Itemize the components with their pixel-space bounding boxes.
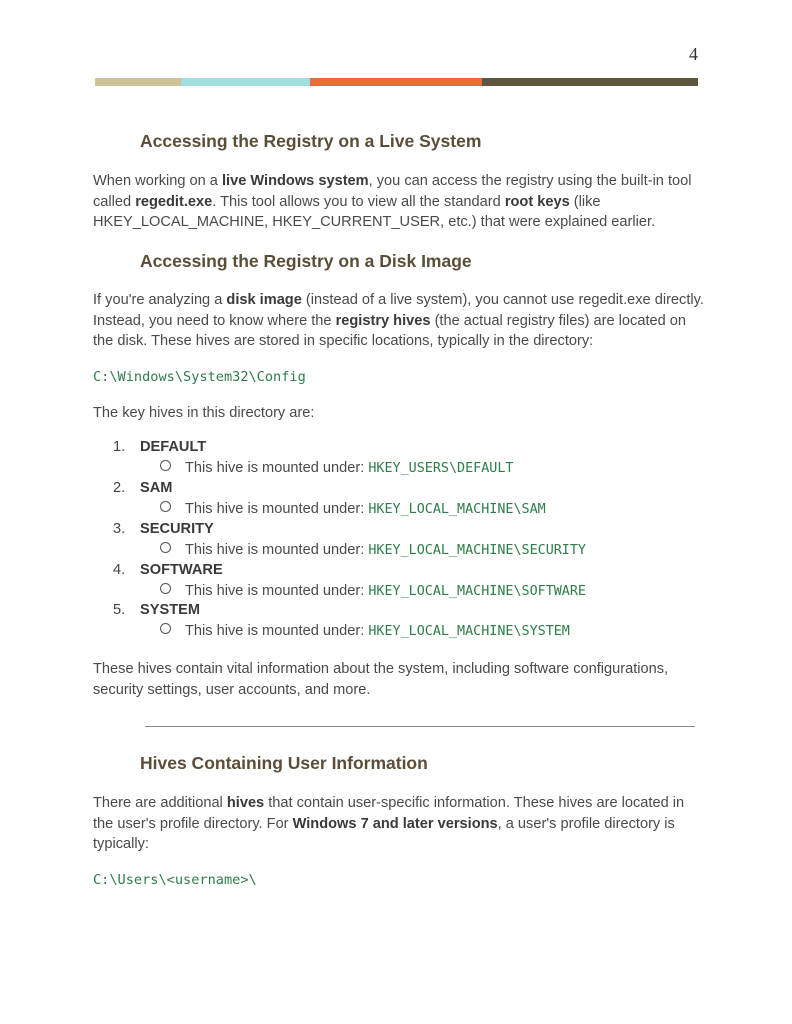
hollow-bullet-icon bbox=[160, 623, 171, 634]
hive-number: 4. bbox=[113, 562, 126, 578]
hollow-bullet-icon bbox=[160, 460, 171, 471]
bold-registry-hives: registry hives bbox=[335, 312, 431, 329]
hives-intro: The key hives in this directory are: bbox=[93, 405, 315, 421]
hive-mount-sam: This hive is mounted under: HKEY_LOCAL_MACHINE\SAM bbox=[160, 501, 546, 517]
heading-disk-image: Accessing the Registry on a Disk Image bbox=[140, 251, 472, 271]
hive-mount-software: This hive is mounted under: HKEY_LOCAL_MACHINE\SOFTWARE bbox=[160, 583, 586, 599]
mount-path: HKEY_LOCAL_MACHINE\SAM bbox=[368, 502, 546, 517]
heading-user-information: Hives Containing User Information bbox=[140, 753, 428, 773]
hive-name-sam: SAM bbox=[140, 480, 173, 496]
mount-path: HKEY_LOCAL_MACHINE\SECURITY bbox=[368, 543, 586, 558]
user-profile-path: C:\Users\<username>\ bbox=[93, 872, 257, 888]
mount-path: HKEY_USERS\DEFAULT bbox=[368, 461, 514, 476]
header-bar-segment-2 bbox=[181, 78, 310, 86]
paragraph-disk-image: If you're analyzing a disk image (instead of a live system), you cannot use regedit.exe directly. Instead, you need to know where the registry hives (the actual registry files) are located on the disk. These hives are stored in specific locations, typically in the directory: bbox=[93, 292, 704, 349]
bold-windows-7: Windows 7 and later versions bbox=[292, 815, 498, 832]
bold-hives: hives bbox=[226, 795, 265, 811]
header-bar-segment-3 bbox=[310, 78, 482, 86]
hives-closing: These hives contain vital information about the system, including software configurations, security settings, user accounts, and more. bbox=[93, 661, 669, 698]
hive-name-security: SECURITY bbox=[140, 521, 214, 537]
hive-number: 3. bbox=[113, 521, 126, 537]
header-bar-segment-1 bbox=[95, 78, 181, 86]
heading-live-system: Accessing the Registry on a Live System bbox=[140, 131, 482, 151]
hive-mount-security: This hive is mounted under: HKEY_LOCAL_MACHINE\SECURITY bbox=[160, 542, 586, 558]
horizontal-divider bbox=[145, 726, 695, 727]
hive-mount-system: This hive is mounted under: HKEY_LOCAL_MACHINE\SYSTEM bbox=[160, 623, 570, 639]
hive-mount-default: This hive is mounted under: HKEY_USERS\DEFAULT bbox=[160, 460, 513, 476]
bold-regedit: regedit.exe bbox=[135, 193, 213, 210]
mount-path: HKEY_LOCAL_MACHINE\SOFTWARE bbox=[368, 584, 586, 599]
hive-number: 1. bbox=[113, 439, 126, 455]
hollow-bullet-icon bbox=[160, 583, 171, 594]
hive-number: 2. bbox=[113, 480, 126, 496]
paragraph-user-information: There are additional hives that contain user-specific information. These hives are located in the user's profile directory. For Windows 7 and later versions, a user's profile directory is typically: bbox=[93, 795, 685, 852]
paragraph-live-system: When working on a live Windows system, you can access the registry using the built-in tool called regedit.exe. This tool allows you to view all the standard root keys (like HKEY_LOCAL_MACHINE, HKEY_CURRENT_USER, etc.) that were explained earlier. bbox=[93, 173, 692, 230]
hive-number: 5. bbox=[113, 602, 126, 618]
hive-name-software: SOFTWARE bbox=[140, 562, 223, 578]
hollow-bullet-icon bbox=[160, 501, 171, 512]
bold-disk-image: disk image bbox=[226, 292, 302, 308]
hive-name-default: DEFAULT bbox=[140, 439, 207, 455]
header-bar-segment-4 bbox=[482, 78, 698, 86]
bold-live-windows-system: live Windows system bbox=[221, 173, 369, 189]
mount-path: HKEY_LOCAL_MACHINE\SYSTEM bbox=[368, 624, 570, 639]
hive-name-system: SYSTEM bbox=[140, 602, 201, 618]
bold-root-keys: root keys bbox=[504, 193, 570, 210]
hollow-bullet-icon bbox=[160, 542, 171, 553]
config-directory-path: C:\Windows\System32\Config bbox=[93, 369, 306, 385]
page-number: 4 bbox=[689, 44, 698, 64]
